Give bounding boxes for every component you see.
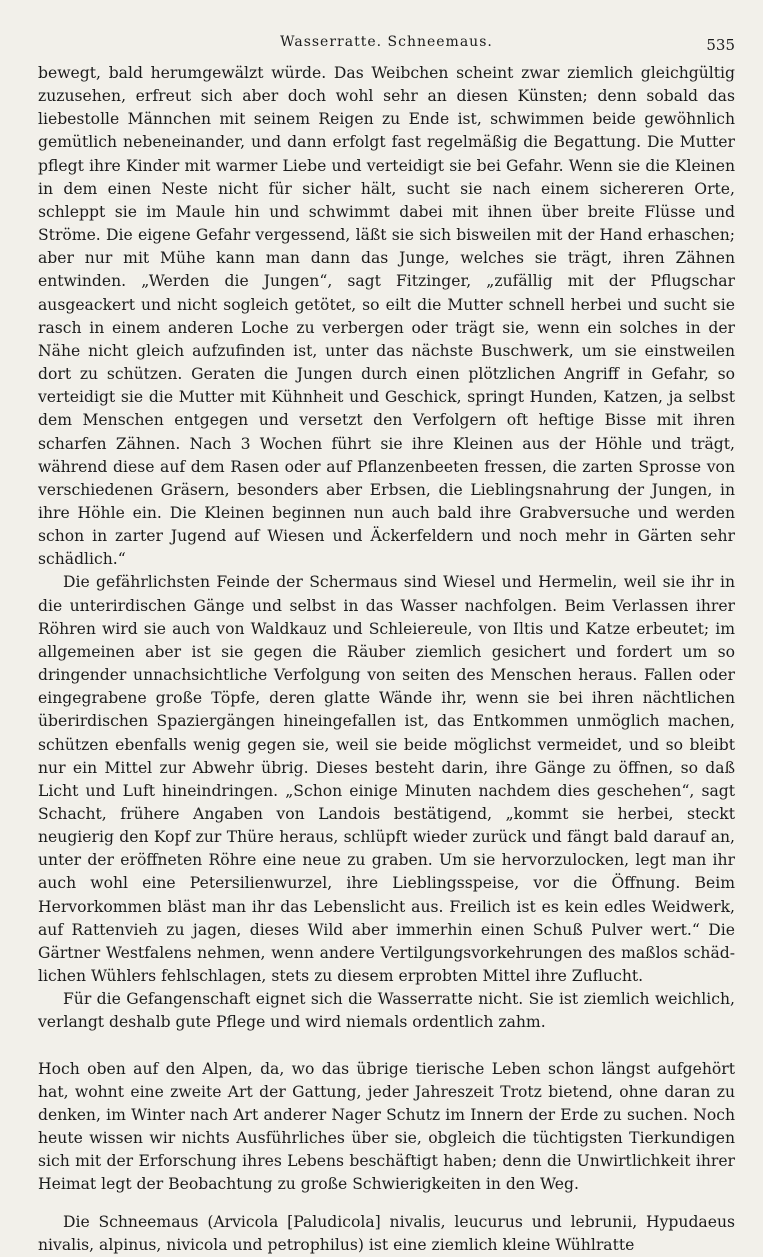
paragraph-1: bewegt, bald herumgewälzt würde. Das Weibchen scheint zwar ziemlich gleichgültig zuzusehen, erfreut sich aber doch wohl sehr an diesen Künsten; denn sobald das liebestolle Männchen mit seinem Reigen zu Ende ist, schwimmen beide gewöhnlich gemütlich nebeneinander, und dann erfolgt fast regelmäßig die Begattung. Die Mutter pflegt ihre Kinder mit warmer Liebe und verteidigt sie bei Gefahr. Wenn sie die Kleinen in dem einen Neste nicht für sicher hält, sucht sie nach einem sichereren Orte, schleppt sie im Maule hin und schwimmt dabei mit ihnen über breite Flüsse und Ströme. Die eigene Gefahr vergessend, läßt sie sich bisweilen mit der Hand erhaschen; aber nur mit Mühe kann man dann das Junge, welches sie trägt, ihren Zähnen entwinden. „Werden die Jungen“, sagt Fitzinger, „zufällig mit der Pflugschar ausgeackert und nicht sogleich getötet, so eilt die Mutter schnell herbei und sucht sie rasch in einem anderen Loche zu verbergen oder trägt sie, wenn ein solches in der Nähe nicht gleich aufzufinden ist, unter das nächste Buschwerk, um sie einstweilen dort zu schützen. Geraten die Jungen durch einen plötzlichen Angriff in Gefahr, so verteidigt sie die Mutter mit Kühnheit und Geschick, springt Hunden, Katzen, ja selbst dem Menschen entgegen und versetzt den Verfolgern oft heftige Bisse mit ihren scharfen Zähnen. Nach 3 Wochen führt sie ihre Kleinen aus der Höhle und trägt, während diese auf dem Rasen oder auf Pflanzenbeeten fressen, die zarten Sprosse von verschiedenen Gräsern, besonders aber Erbsen, die Lieblingsnahrung der Jungen, in ihre Höhle ein. Die Kleinen beginnen nun auch bald ihre Grabversuche und werden schon in zarter Jugend auf Wiesen und Äckerfeldern und noch mehr in Gärten sehr schädlich.“ (38, 64, 735, 569)
page-number: 535 (706, 36, 735, 54)
paragraph-3: Für die Gefangenschaft eignet sich die Wasserratte nicht. Sie ist ziemlich weichlich, verlangt deshalb gute Pflege und wird niemals ordentlich zahm. (38, 990, 735, 1032)
paragraph-5: Die Schneemaus (Arvicola [Paludicola] nivalis, leucurus und lebrunii, Hypudaeus nivalis, alpinus, nivicola und petrophilus) ist eine ziemlich kleine Wühlratte (38, 1212, 735, 1254)
running-title: Wasserratte. Schneemaus. (280, 34, 493, 50)
paragraph-2: Die gefährlichsten Feinde der Schermaus sind Wiesel und Hermelin, weil sie ihr in die unterirdischen Gänge und selbst in das Wasser nachfolgen. Beim Verlassen ihrer Röhren wird sie auch von Waldkauz und Schleiereule, von Iltis und Katze erbeutet; im allgemeinen aber ist sie gegen die Räuber ziemlich gesichert und fordert um so dringender unnachsichtliche Verfolgung von seiten des Menschen heraus. Fallen oder eingegrabene große Töpfe, deren glatte Wände ihr, wenn sie bei ihren nächtlichen überirdischen Spaziergängen hineingefallen ist, das Entkommen unmöglich machen, schützen ebenfalls wenig gegen sie, weil sie beide möglichst vermeidet, und so bleibt nur ein Mittel zur Abwehr übrig. Dieses besteht darin, ihre Gänge zu öffnen, so daß Licht und Luft hineindringen. „Schon einige Minuten nachdem dies geschehen“, sagt Schacht, frühere Angaben von Landois bestätigend, „kommt sie herbei, steckt neugierig den Kopf zur Thüre heraus, schlüpft wieder zurück und fängt bald darauf an, unter der eröffneten Röhre eine neue zu graben. Um sie hervorzulocken, legt man ihr auch wohl eine Petersilienwurzel, ihre Lieblingsspeise, vor die Öffnung. Beim Hervorkommen bläst man ihr das Lebenslicht aus. Freilich ist es kein edles Weidwerk, auf Rattenvieh zu jagen, dieses Wild aber immerhin einen Schuß Pulver wert.“ Die Gärtner Westfalens nehmen, wenn andere Vertilgungsvorkehrungen des maßlos schädlichen Wühlers fehlschlagen, stets zu diesem erprobten Mittel ihre Zuflucht. (38, 573, 735, 986)
paragraph-4: Hoch oben auf den Alpen, da, wo das übrige tierische Leben schon längst aufgehört hat, wohnt eine zweite Art der Gattung, jeder Jahreszeit Trotz bietend, ohne daran zu denken, im Winter nach Art anderer Nager Schutz im Innern der Erde zu suchen. Noch heute wissen wir nichts Ausführliches über sie, obgleich die tüchtigsten Tierkundigen sich mit der Erforschung ihres Lebens beschäftigt haben; denn die Unwirtlichkeit ihrer Heimat legt der Beobachtung zu große Schwierigkeiten in den Weg. (38, 1059, 735, 1194)
page-header (38, 30, 735, 62)
body-text (38, 62, 735, 1257)
